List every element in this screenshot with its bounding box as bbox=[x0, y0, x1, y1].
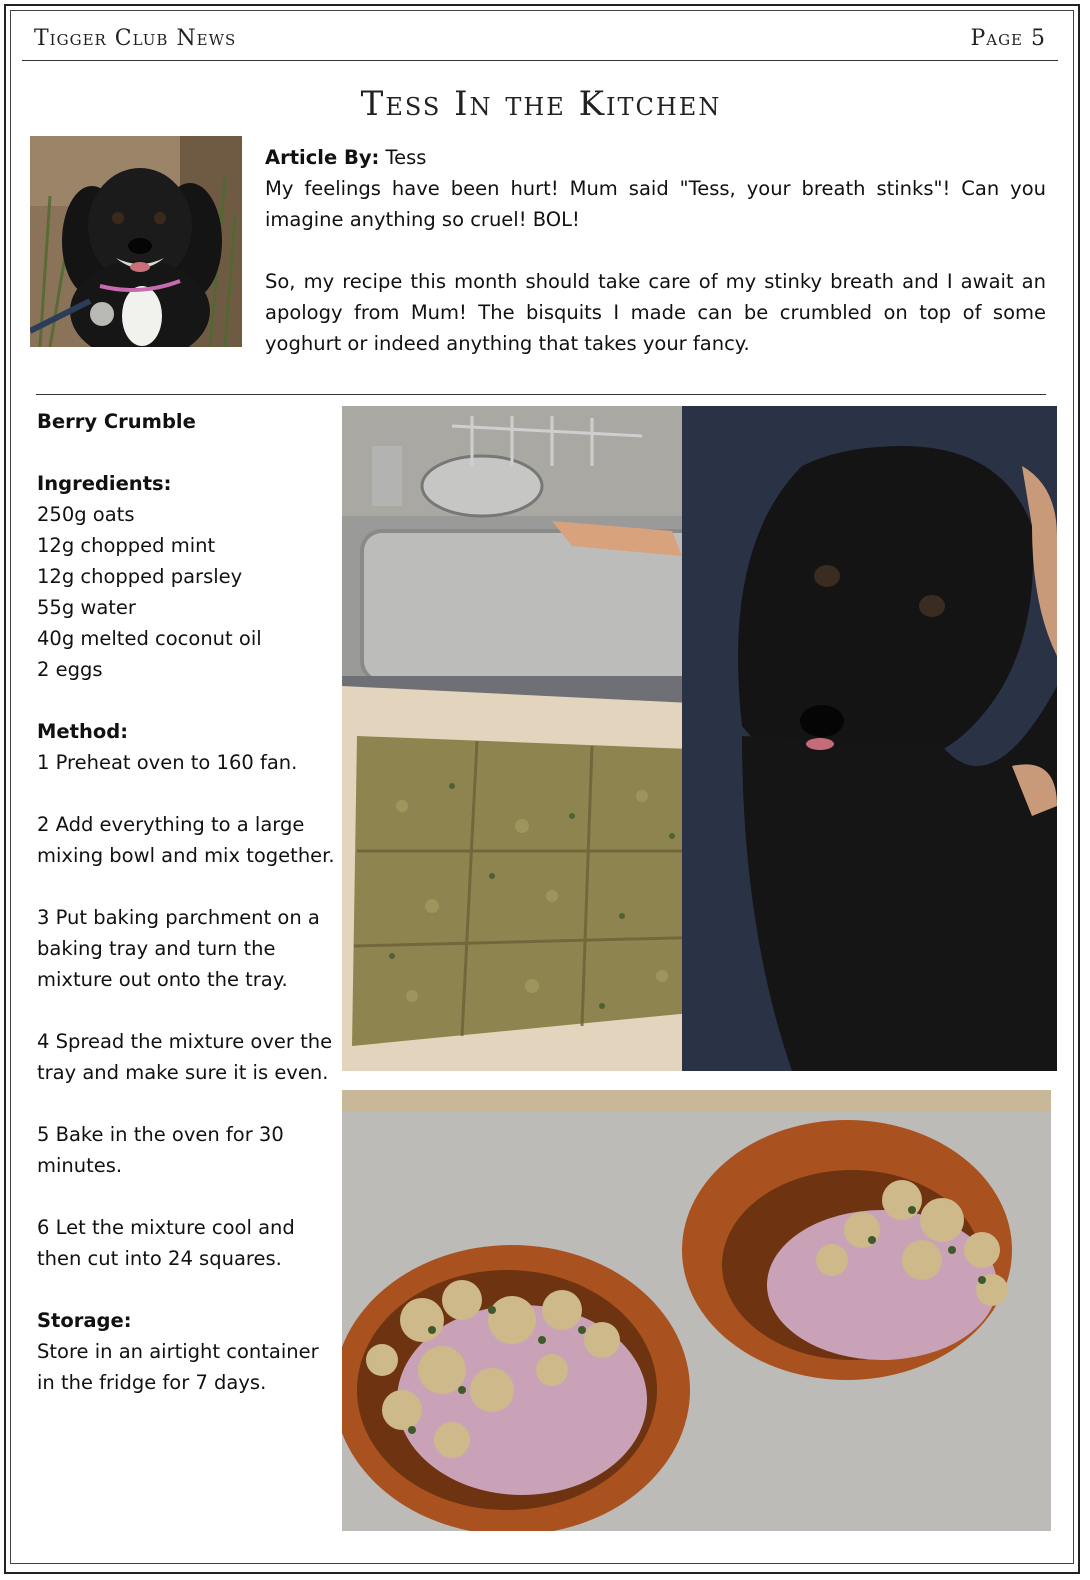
method-step: 6 Let the mixture cool and then cut into 24 squares. bbox=[37, 1216, 295, 1270]
intro-paragraph-2: So, my recipe this month should take care of my stinky breath and I await an apology from Mum! The bisquits I made can be crumbled on top of some yoghurt or indeed anything that takes your fancy. bbox=[265, 270, 1046, 355]
photo-crumble-bowls bbox=[342, 1090, 1051, 1531]
method-step: 1 Preheat oven to 160 fan. bbox=[37, 751, 298, 774]
method-step: 2 Add everything to a large mixing bowl and mix together. bbox=[37, 813, 335, 867]
newsletter-name: Tigger Club News bbox=[34, 26, 237, 51]
ingredients-heading: Ingredients: bbox=[37, 472, 172, 495]
article-title: Tess In the Kitchen bbox=[360, 84, 722, 124]
method-step: 4 Spread the mixture over the tray and make sure it is even. bbox=[37, 1030, 333, 1084]
ingredient-item: 40g melted coconut oil bbox=[37, 627, 262, 650]
ingredient-item: 12g chopped parsley bbox=[37, 565, 243, 588]
ingredient-item: 12g chopped mint bbox=[37, 534, 216, 557]
article-intro bbox=[265, 142, 1046, 359]
method-heading: Method: bbox=[37, 720, 128, 743]
byline-author: Tess bbox=[385, 146, 427, 169]
intro-paragraph-1: My feelings have been hurt! Mum said "Tess, your breath stinks"! Can you imagine anything so cruel! BOL! bbox=[265, 177, 1046, 231]
header-divider bbox=[22, 60, 1058, 61]
recipe-name: Berry Crumble bbox=[37, 410, 196, 433]
page-number: Page 5 bbox=[970, 26, 1046, 51]
author-photo bbox=[30, 136, 242, 347]
byline bbox=[265, 142, 1046, 173]
ingredient-item: 2 eggs bbox=[37, 658, 103, 681]
ingredient-item: 55g water bbox=[37, 596, 136, 619]
method-step: 3 Put baking parchment on a baking tray and turn the mixture out onto the tray. bbox=[37, 906, 320, 991]
section-divider bbox=[36, 394, 1046, 395]
photo-baked-tray-with-dog bbox=[342, 406, 1057, 1071]
ingredient-item: 250g oats bbox=[37, 503, 135, 526]
byline-label: Article By: bbox=[265, 146, 380, 169]
method-step: 5 Bake in the oven for 30 minutes. bbox=[37, 1123, 284, 1177]
storage-heading: Storage: bbox=[37, 1309, 132, 1332]
storage-text: Store in an airtight container in the fridge for 7 days. bbox=[37, 1340, 319, 1394]
recipe-column bbox=[37, 406, 337, 1398]
